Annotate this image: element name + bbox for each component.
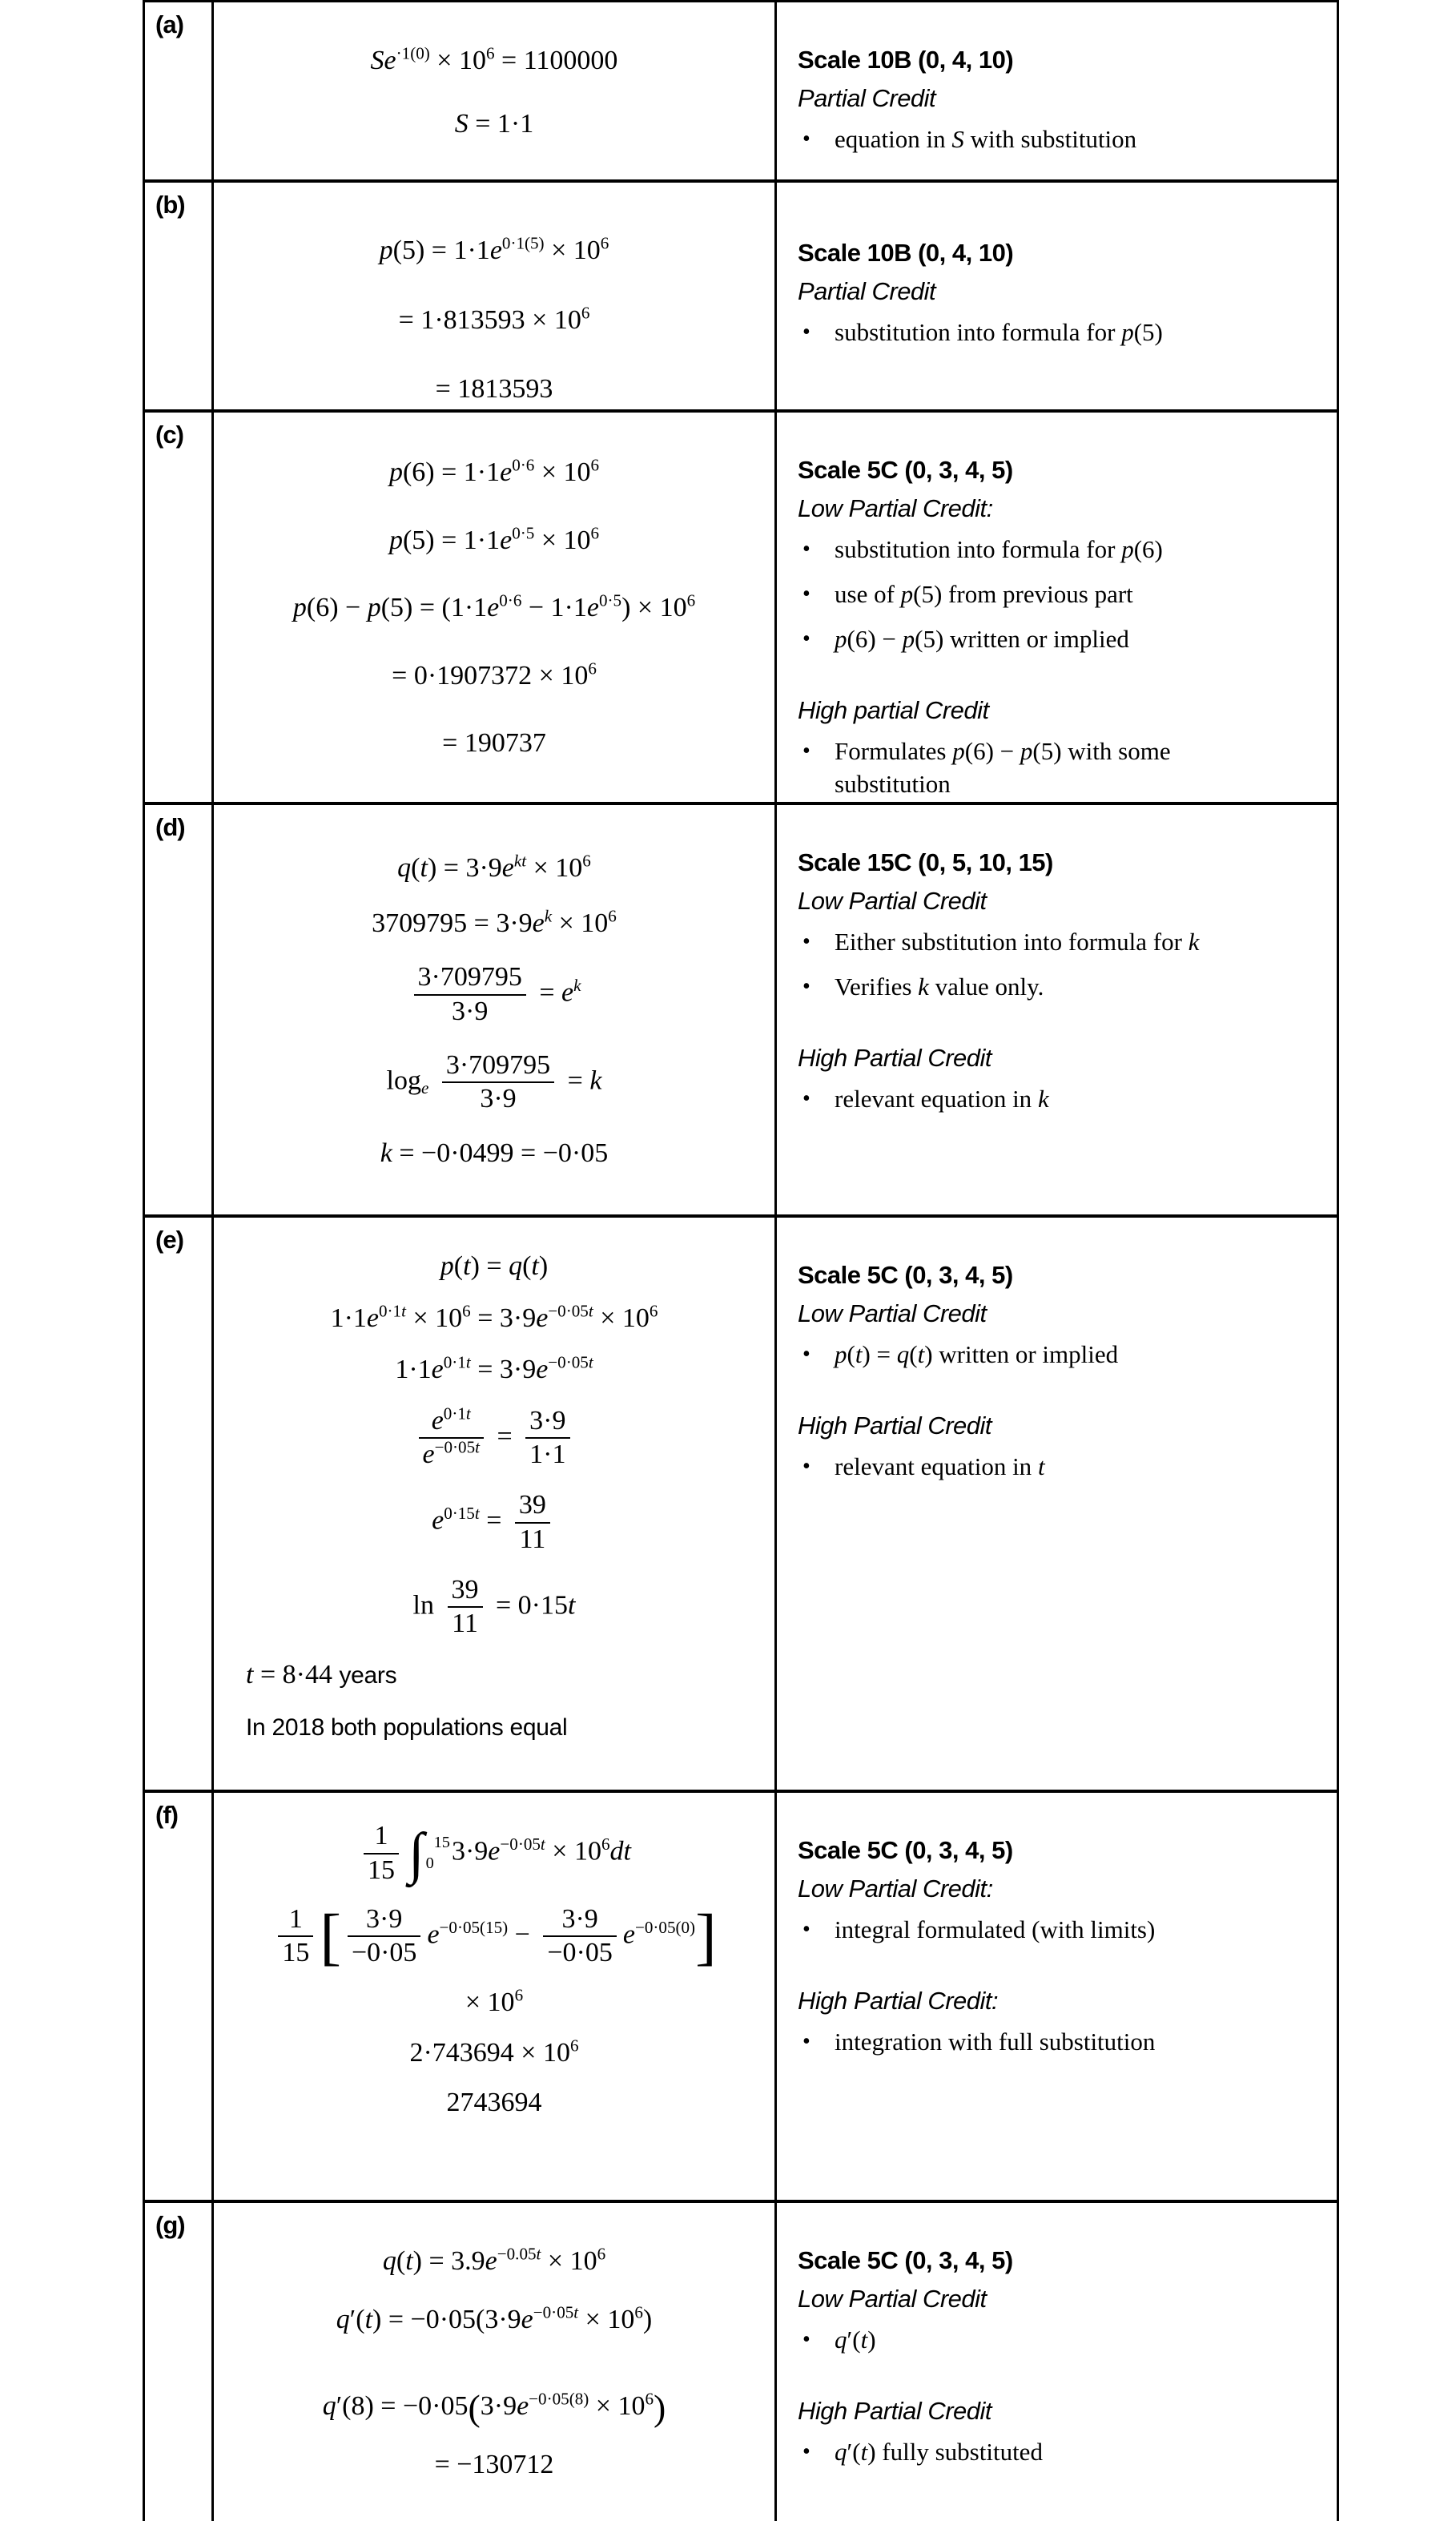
bullet-icon: •: [802, 1342, 810, 1367]
working-cell: [214, 2203, 774, 2521]
row-label-cell: [145, 1793, 214, 2200]
criteria-section: [798, 494, 1266, 656]
criterion-text: p(6) − p(5) written or implied: [835, 624, 1129, 653]
working-cell: [214, 2, 774, 179]
credit-level-heading: High Partial Credit: [798, 2396, 992, 2425]
criterion-bullet: [802, 2323, 1266, 2357]
criteria-cell: [774, 183, 1337, 409]
credit-level-heading: Partial Credit: [798, 277, 936, 305]
criterion-bullet: [802, 1913, 1266, 1947]
criterion-bullet: [802, 1450, 1266, 1484]
criteria-section: [798, 2397, 1266, 2469]
math-line: In 2018 both populations equal: [246, 1714, 568, 1741]
math-line: $\frac{1}{15}$ [ $\frac{3\cdot 9}{-0\cdot 05}$ $e^{-0\cdot 05(15)}$ − $\frac{3\cdot 9}{-0\cdot 05}$ $e^{-0\cdot 05(0)}$]: [214, 1903, 774, 1971]
math-line: = 190737: [442, 728, 546, 758]
criterion-bullet: [802, 2435, 1266, 2469]
criteria-sections: [798, 277, 1266, 349]
row-label: (c): [155, 421, 183, 449]
credit-level-heading: Low Partial Credit:: [798, 1875, 993, 1903]
criterion-bullet: [802, 925, 1266, 959]
criterion-bullet: [802, 1082, 1266, 1116]
math-line: $p(5) = 1\cdot 1e^{0\cdot 1(5)} \times 10^6$: [379, 233, 609, 265]
math-line: S = 1·1: [454, 108, 534, 139]
math-line: 2743694: [446, 2088, 542, 2118]
row-label: (a): [155, 10, 183, 38]
bullet-icon: •: [802, 2438, 810, 2464]
row-label-cell: [145, 805, 214, 1214]
criteria-sections: [798, 494, 1266, 801]
row-label-cell: [145, 2, 214, 179]
criterion-bullet: [802, 1338, 1266, 1371]
bullet-icon: •: [802, 127, 810, 151]
credit-level-heading: Low Partial Credit:: [798, 494, 993, 522]
criterion-bullet: [802, 622, 1266, 656]
criteria-cell: [774, 1793, 1337, 2200]
credit-level-heading: High Partial Credit: [798, 1411, 992, 1440]
criterion-text: q′(t) fully substituted: [835, 2437, 1043, 2466]
math-line: $\log_e$ $\frac{3\cdot 709795}{3\cdot 9}$ = k: [386, 1049, 602, 1114]
criterion-text: equation in S with substitution: [835, 125, 1137, 153]
bullet-icon: •: [802, 1085, 810, 1111]
credit-level-heading: High partial Credit: [798, 695, 989, 724]
math-line: = −130712: [434, 2449, 554, 2479]
criterion-bullet: [802, 533, 1266, 566]
scale-header: Scale 5C (0, 3, 4, 5): [798, 1261, 1013, 1289]
bullet-icon: •: [802, 1917, 810, 1942]
row-label-cell: [145, 2203, 214, 2521]
bullet-icon: •: [802, 1453, 810, 1479]
math-line: p(t) = q(t): [440, 1251, 549, 1281]
criteria-cell: [774, 1218, 1337, 1790]
criterion-bullet: [802, 316, 1266, 349]
criterion-text: q′(t): [835, 2326, 876, 2354]
row-label: (g): [155, 2211, 185, 2239]
criteria-section: [798, 2285, 1266, 2357]
working-cell: [214, 413, 774, 802]
criterion-text: use of p(5) from previous part: [835, 579, 1133, 608]
criteria-section: [798, 1412, 1266, 1484]
criteria-section: [798, 1299, 1266, 1371]
bullet-icon: •: [802, 537, 810, 562]
bullet-icon: •: [802, 738, 810, 763]
marking-scheme-table: [143, 0, 1339, 2521]
math-line: $1\cdot 1e^{0\cdot 1t} = 3\cdot 9e^{-0\cdot 05t}$: [395, 1352, 593, 1384]
math-line: = $1\cdot 813593 \times 10^6$: [398, 302, 590, 335]
scale-header: Scale 5C (0, 3, 4, 5): [798, 2246, 1013, 2274]
table-row: [145, 805, 1337, 1218]
criteria-section: [798, 1044, 1266, 1116]
criterion-text: Verifies k value only.: [835, 972, 1044, 1001]
criteria-cell: [774, 805, 1337, 1214]
criterion-text: relevant equation in t: [835, 1452, 1045, 1480]
bullet-icon: •: [802, 320, 810, 344]
scale-header: Scale 5C (0, 3, 4, 5): [798, 1836, 1013, 1864]
criteria-section: [798, 1875, 1266, 1947]
table-row: [145, 1793, 1337, 2203]
math-line: $1\cdot 1e^{0\cdot 1t} \times 10^6 = 3\cdot 9e^{-0\cdot 05t} \times 10^6$: [330, 1300, 658, 1333]
criteria-section: [798, 1987, 1266, 2059]
criterion-bullet: [802, 123, 1266, 156]
credit-level-heading: High Partial Credit: [798, 1043, 992, 1072]
math-line: $q'(8) = -0\cdot 05(3\cdot 9e^{-0\cdot 05(8)} \times 10^6)$: [322, 2387, 666, 2429]
credit-level-heading: Low Partial Credit: [798, 2285, 987, 2313]
credit-level-heading: Partial Credit: [798, 84, 936, 112]
criteria-section: [798, 277, 1266, 349]
math-line: $p(5) = 1\cdot 1e^{0\cdot 5} \times 10^6$: [388, 522, 600, 555]
criteria-cell: [774, 2, 1337, 179]
table-row: [145, 1218, 1337, 1793]
criterion-text: integral formulated (with limits): [835, 1915, 1156, 1943]
scale-header: Scale 10B (0, 4, 10): [798, 239, 1014, 267]
math-line: $\frac{e^{0\cdot 1t}}{e^{-0\cdot 05t}}$ = $\frac{3\cdot 9}{1\cdot 1}$: [214, 1405, 774, 1472]
math-line: $\frac{3\cdot 709795}{3\cdot 9}$ = $e^k$: [214, 961, 774, 1029]
math-line: $q(t) = 3.9e^{-0.05t} \times 10^6$: [382, 2244, 606, 2276]
credit-level-heading: Low Partial Credit: [798, 887, 987, 915]
math-line: $q'(t) = -0\cdot 05(3\cdot 9e^{-0\cdot 05t} \times 10^6)$: [336, 2302, 653, 2334]
table-row: [145, 2, 1337, 183]
criterion-text: substitution into formula for p(5): [835, 318, 1163, 346]
math-line: ln $\frac{39}{11}$ = 0·15t: [412, 1574, 576, 1639]
criteria-sections: [798, 84, 1266, 156]
math-line: k = −0·0499 = −0·05: [380, 1138, 609, 1169]
bullet-icon: •: [802, 2028, 810, 2054]
criteria-sections: [798, 887, 1266, 1116]
scale-header: Scale 10B (0, 4, 10): [798, 46, 1014, 74]
math-line: $2\cdot 743694 \times 10^6$: [409, 2036, 579, 2068]
criterion-text: Formulates p(6) − p(5) with some substitution: [835, 736, 1171, 799]
criterion-text: Either substitution into formula for k: [835, 928, 1200, 956]
math-line: $q(t) = 3\cdot 9e^{kt} \times 10^6$: [397, 851, 591, 883]
criteria-section: [798, 84, 1266, 156]
math-line: $p(6) - p(5) = (1\cdot 1e^{0\cdot 6} - 1\cdot 1e^{0\cdot 5}) \times 10^6$: [292, 590, 696, 622]
credit-level-heading: High Partial Credit:: [798, 1986, 999, 2015]
bullet-icon: •: [802, 973, 810, 999]
criterion-text: relevant equation in k: [835, 1084, 1049, 1113]
math-line: $\frac{1}{15}$ ∫ 15 0 $3\cdot 9e^{-0\cdot 05t} \times 10^6dt$: [214, 1820, 774, 1887]
working-cell: [214, 1218, 774, 1790]
math-line: $e^{0\cdot 15t}$ = $\frac{39}{11}$: [214, 1489, 774, 1556]
row-label-cell: [145, 413, 214, 802]
row-label-cell: [145, 1218, 214, 1790]
criterion-bullet: [802, 2025, 1266, 2059]
scale-header: Scale 15C (0, 5, 10, 15): [798, 848, 1053, 876]
table-row: [145, 2203, 1337, 2521]
criteria-cell: [774, 413, 1337, 802]
row-label: (e): [155, 1226, 183, 1254]
criterion-text: integration with full substitution: [835, 2027, 1156, 2056]
bullet-icon: •: [802, 626, 810, 651]
working-cell: [214, 1793, 774, 2200]
row-label: (f): [155, 1801, 178, 1829]
bullet-icon: •: [802, 2327, 810, 2352]
math-line: t = 8·44 years: [246, 1660, 397, 1690]
criterion-text: substitution into formula for p(6): [835, 535, 1163, 563]
scale-header: Scale 5C (0, 3, 4, 5): [798, 456, 1013, 484]
criterion-bullet: [802, 578, 1266, 611]
row-label: (d): [155, 813, 185, 841]
row-label: (b): [155, 191, 185, 219]
criterion-bullet: [802, 970, 1266, 1004]
math-line: × $10^6$: [465, 1985, 524, 2018]
math-line: = 1813593: [435, 374, 553, 404]
math-line: $Se^{\cdot 1(0)} \times 10^6 = 1100000$: [370, 43, 618, 75]
table-row: [145, 183, 1337, 413]
math-line: $3709795 = 3\cdot 9e^k \times 10^6$: [372, 905, 617, 938]
bullet-icon: •: [802, 929, 810, 954]
working-cell: [214, 805, 774, 1214]
math-line: $p(6) = 1\cdot 1e^{0\cdot 6} \times 10^6$: [388, 455, 600, 487]
criteria-section: [798, 887, 1266, 1004]
bullet-icon: •: [802, 581, 810, 606]
math-line: = $0\cdot 1907372 \times 10^6$: [392, 658, 597, 691]
criteria-sections: [798, 2285, 1266, 2469]
working-cell: [214, 183, 774, 409]
table-row: [145, 413, 1337, 805]
row-label-cell: [145, 183, 214, 409]
criteria-sections: [798, 1875, 1266, 2059]
criterion-text: p(t) = q(t) written or implied: [835, 1340, 1119, 1368]
credit-level-heading: Low Partial Credit: [798, 1299, 987, 1327]
criteria-sections: [798, 1299, 1266, 1484]
criteria-section: [798, 696, 1266, 802]
criterion-bullet: [802, 735, 1266, 802]
criteria-cell: [774, 2203, 1337, 2521]
